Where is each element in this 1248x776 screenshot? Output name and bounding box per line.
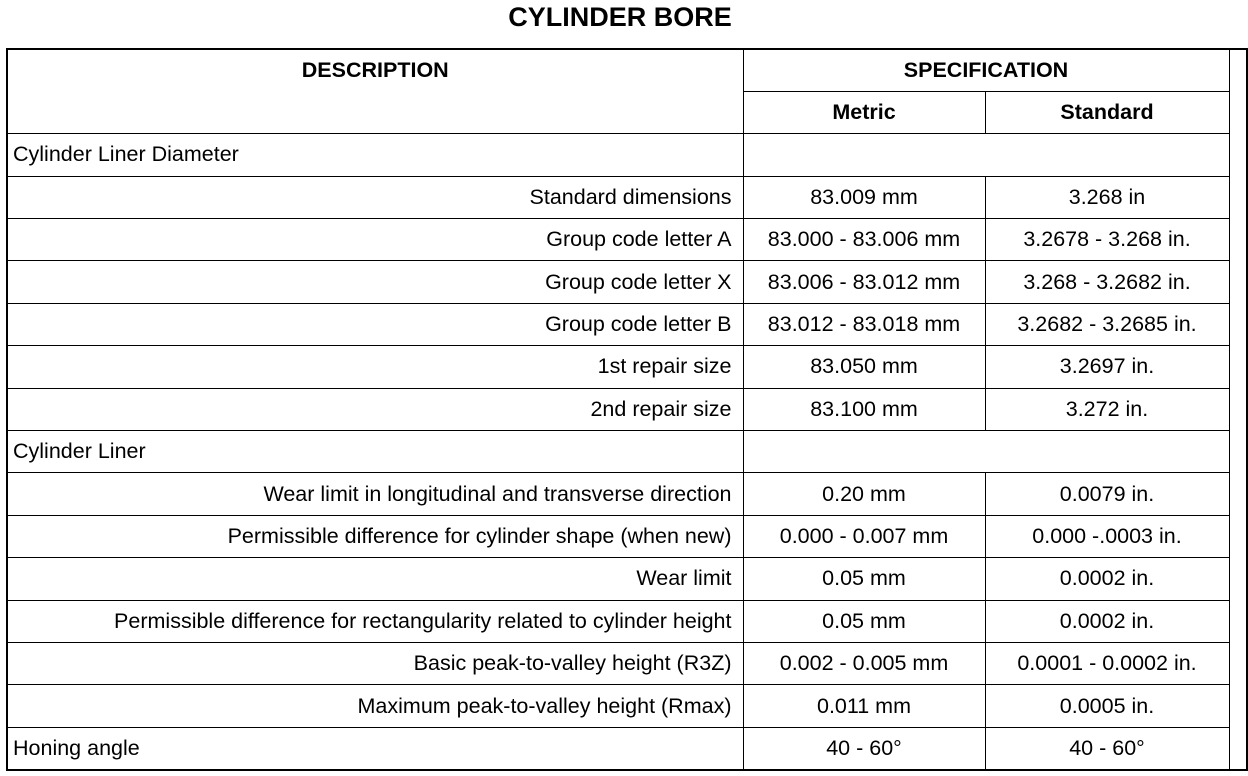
row-description: Permissible difference for rectangularity related to cylinder height <box>7 600 743 642</box>
table-body <box>7 49 1247 770</box>
table-row <box>7 473 1247 515</box>
table-row <box>7 176 1247 218</box>
metric-value: 0.002 - 0.005 mm <box>743 642 985 684</box>
section-label: Cylinder Liner <box>7 431 743 473</box>
table-row <box>7 727 1247 769</box>
row-description: Group code letter B <box>7 303 743 345</box>
metric-value: 83.050 mm <box>743 346 985 388</box>
table-row <box>7 515 1247 557</box>
table-row <box>7 642 1247 684</box>
table-row <box>7 219 1247 261</box>
metric-value: 40 - 60° <box>743 727 985 769</box>
table-row <box>7 431 1247 473</box>
metric-value: 83.009 mm <box>743 176 985 218</box>
standard-value: 0.000 -.0003 in. <box>985 515 1229 557</box>
section-label: Cylinder Liner Diameter <box>7 134 743 176</box>
metric-value: 0.05 mm <box>743 600 985 642</box>
row-description: Basic peak-to-valley height (R3Z) <box>7 642 743 684</box>
standard-value: 3.2678 - 3.268 in. <box>985 219 1229 261</box>
row-description: Wear limit in longitudinal and transverse direction <box>7 473 743 515</box>
row-description: Wear limit <box>7 558 743 600</box>
table-row <box>7 685 1247 727</box>
standard-value: 40 - 60° <box>985 727 1229 769</box>
standard-header: Standard <box>985 91 1229 133</box>
specification-header: SPECIFICATION <box>743 49 1229 91</box>
metric-value: 0.20 mm <box>743 473 985 515</box>
metric-value: 83.100 mm <box>743 388 985 430</box>
standard-value: 0.0005 in. <box>985 685 1229 727</box>
metric-value: 0.011 mm <box>743 685 985 727</box>
section-label: Honing angle <box>7 727 743 769</box>
metric-value: 0.05 mm <box>743 558 985 600</box>
table-row <box>7 303 1247 345</box>
metric-value: 83.012 - 83.018 mm <box>743 303 985 345</box>
table-row <box>7 558 1247 600</box>
standard-value: 3.268 in <box>985 176 1229 218</box>
metric-value: 0.000 - 0.007 mm <box>743 515 985 557</box>
row-description: Permissible difference for cylinder shape (when new) <box>7 515 743 557</box>
header-row <box>7 49 1247 91</box>
standard-value: 3.268 - 3.2682 in. <box>985 261 1229 303</box>
standard-value: 3.272 in. <box>985 388 1229 430</box>
row-description: 2nd repair size <box>7 388 743 430</box>
table-row <box>7 600 1247 642</box>
metric-value: 83.006 - 83.012 mm <box>743 261 985 303</box>
standard-value: 0.0001 - 0.0002 in. <box>985 642 1229 684</box>
right-margin-column <box>1229 49 1247 770</box>
standard-value: 3.2697 in. <box>985 346 1229 388</box>
standard-value: 0.0079 in. <box>985 473 1229 515</box>
row-description: Maximum peak-to-valley height (Rmax) <box>7 685 743 727</box>
row-description: Standard dimensions <box>7 176 743 218</box>
row-description: Group code letter A <box>7 219 743 261</box>
table-row <box>7 261 1247 303</box>
specification-table <box>6 48 1248 771</box>
table-row <box>7 346 1247 388</box>
description-header: DESCRIPTION <box>7 49 743 134</box>
table-row <box>7 134 1247 176</box>
standard-value: 0.0002 in. <box>985 558 1229 600</box>
table-row <box>7 388 1247 430</box>
row-description: Group code letter X <box>7 261 743 303</box>
standard-value: 3.2682 - 3.2685 in. <box>985 303 1229 345</box>
metric-header: Metric <box>743 91 985 133</box>
empty-spec-cell <box>743 431 1229 473</box>
standard-value: 0.0002 in. <box>985 600 1229 642</box>
row-description: 1st repair size <box>7 346 743 388</box>
metric-value: 83.000 - 83.006 mm <box>743 219 985 261</box>
empty-spec-cell <box>743 134 1229 176</box>
page-title: CYLINDER BORE <box>508 2 732 32</box>
